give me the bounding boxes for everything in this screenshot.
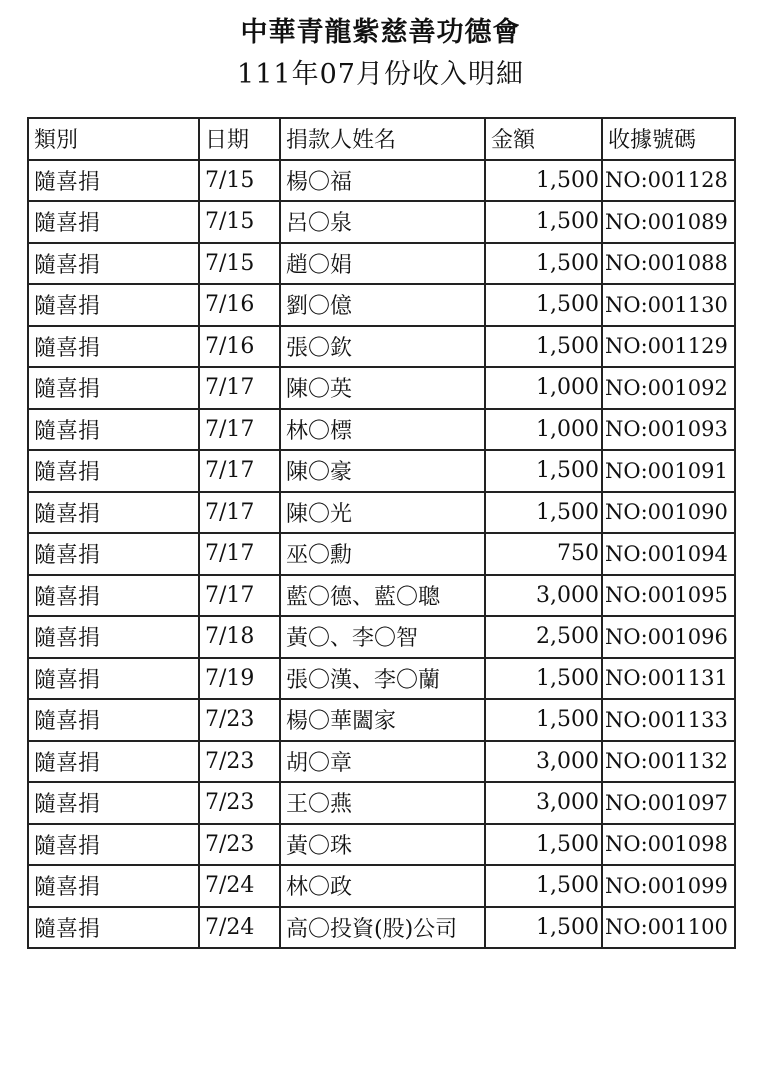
cell-receipt-number: NO:001093 xyxy=(602,409,735,451)
header-receipt-number: 收據號碼 xyxy=(602,118,735,160)
cell-date: 7/23 xyxy=(199,782,280,824)
cell-category: 隨喜捐 xyxy=(28,450,199,492)
cell-date: 7/23 xyxy=(199,824,280,866)
cell-receipt-number: NO:001092 xyxy=(602,367,735,409)
table-row xyxy=(28,243,735,285)
table-row xyxy=(28,409,735,451)
cell-category: 隨喜捐 xyxy=(28,533,199,575)
cell-receipt-number: NO:001097 xyxy=(602,782,735,824)
cell-date: 7/17 xyxy=(199,575,280,617)
cell-donor-name: 楊〇華闔家 xyxy=(280,699,485,741)
cell-category: 隨喜捐 xyxy=(28,367,199,409)
header-donor-name: 捐款人姓名 xyxy=(280,118,485,160)
cell-amount: 1,500 xyxy=(485,492,602,534)
cell-category: 隨喜捐 xyxy=(28,409,199,451)
cell-date: 7/15 xyxy=(199,160,280,202)
cell-donor-name: 張〇欽 xyxy=(280,326,485,368)
table-row xyxy=(28,658,735,700)
cell-receipt-number: NO:001090 xyxy=(602,492,735,534)
cell-donor-name: 林〇標 xyxy=(280,409,485,451)
cell-receipt-number: NO:001089 xyxy=(602,201,735,243)
cell-amount: 1,500 xyxy=(485,658,602,700)
cell-donor-name: 巫〇勳 xyxy=(280,533,485,575)
cell-amount: 1,500 xyxy=(485,865,602,907)
cell-receipt-number: NO:001091 xyxy=(602,450,735,492)
cell-date: 7/15 xyxy=(199,201,280,243)
cell-amount: 2,500 xyxy=(485,616,602,658)
cell-receipt-number: NO:001098 xyxy=(602,824,735,866)
cell-donor-name: 張〇漢、李〇蘭 xyxy=(280,658,485,700)
cell-date: 7/24 xyxy=(199,865,280,907)
table-row xyxy=(28,533,735,575)
cell-amount: 1,500 xyxy=(485,699,602,741)
cell-amount: 1,500 xyxy=(485,326,602,368)
table-row xyxy=(28,326,735,368)
table-row xyxy=(28,160,735,202)
cell-donor-name: 呂〇泉 xyxy=(280,201,485,243)
cell-date: 7/16 xyxy=(199,284,280,326)
cell-donor-name: 趙〇娟 xyxy=(280,243,485,285)
cell-amount: 1,500 xyxy=(485,450,602,492)
cell-receipt-number: NO:001130 xyxy=(602,284,735,326)
cell-donor-name: 高〇投資(股)公司 xyxy=(280,907,485,949)
cell-date: 7/23 xyxy=(199,741,280,783)
table-row xyxy=(28,450,735,492)
cell-amount: 750 xyxy=(485,533,602,575)
cell-amount: 3,000 xyxy=(485,782,602,824)
cell-donor-name: 黃〇、李〇智 xyxy=(280,616,485,658)
document-subtitle: 111年07月份收入明細 xyxy=(237,59,524,90)
cell-category: 隨喜捐 xyxy=(28,616,199,658)
income-table xyxy=(27,117,736,949)
cell-date: 7/24 xyxy=(199,907,280,949)
cell-date: 7/23 xyxy=(199,699,280,741)
document-header xyxy=(0,12,761,96)
cell-category: 隨喜捐 xyxy=(28,907,199,949)
cell-receipt-number: NO:001094 xyxy=(602,533,735,575)
cell-date: 7/17 xyxy=(199,367,280,409)
cell-category: 隨喜捐 xyxy=(28,326,199,368)
table-body xyxy=(28,160,735,949)
table-row xyxy=(28,824,735,866)
document-title: 中華青龍紫慈善功德會 xyxy=(240,17,521,48)
cell-amount: 1,000 xyxy=(485,409,602,451)
cell-category: 隨喜捐 xyxy=(28,824,199,866)
cell-date: 7/17 xyxy=(199,492,280,534)
cell-donor-name: 陳〇英 xyxy=(280,367,485,409)
cell-receipt-number: NO:001129 xyxy=(602,326,735,368)
cell-donor-name: 藍〇德、藍〇聰 xyxy=(280,575,485,617)
table-row xyxy=(28,782,735,824)
cell-receipt-number: NO:001128 xyxy=(602,160,735,202)
table-row xyxy=(28,699,735,741)
cell-amount: 3,000 xyxy=(485,741,602,783)
cell-category: 隨喜捐 xyxy=(28,243,199,285)
cell-category: 隨喜捐 xyxy=(28,492,199,534)
header-category: 類別 xyxy=(28,118,199,160)
cell-donor-name: 楊〇福 xyxy=(280,160,485,202)
cell-category: 隨喜捐 xyxy=(28,658,199,700)
cell-amount: 1,500 xyxy=(485,284,602,326)
table-row xyxy=(28,616,735,658)
cell-category: 隨喜捐 xyxy=(28,865,199,907)
header-amount: 金額 xyxy=(485,118,602,160)
cell-receipt-number: NO:001133 xyxy=(602,699,735,741)
cell-donor-name: 林〇政 xyxy=(280,865,485,907)
table-row xyxy=(28,284,735,326)
cell-receipt-number: NO:001099 xyxy=(602,865,735,907)
cell-amount: 1,500 xyxy=(485,201,602,243)
cell-date: 7/15 xyxy=(199,243,280,285)
table-row xyxy=(28,367,735,409)
cell-category: 隨喜捐 xyxy=(28,201,199,243)
cell-date: 7/17 xyxy=(199,450,280,492)
cell-receipt-number: NO:001096 xyxy=(602,616,735,658)
cell-donor-name: 黃〇珠 xyxy=(280,824,485,866)
cell-date: 7/19 xyxy=(199,658,280,700)
cell-category: 隨喜捐 xyxy=(28,284,199,326)
table-header-row xyxy=(28,118,735,160)
cell-date: 7/18 xyxy=(199,616,280,658)
cell-category: 隨喜捐 xyxy=(28,741,199,783)
cell-receipt-number: NO:001132 xyxy=(602,741,735,783)
cell-donor-name: 陳〇光 xyxy=(280,492,485,534)
cell-amount: 1,500 xyxy=(485,824,602,866)
table-row xyxy=(28,907,735,949)
table-row xyxy=(28,575,735,617)
cell-amount: 1,000 xyxy=(485,367,602,409)
cell-category: 隨喜捐 xyxy=(28,575,199,617)
cell-receipt-number: NO:001095 xyxy=(602,575,735,617)
cell-donor-name: 王〇燕 xyxy=(280,782,485,824)
cell-amount: 3,000 xyxy=(485,575,602,617)
cell-category: 隨喜捐 xyxy=(28,160,199,202)
table-row xyxy=(28,492,735,534)
cell-donor-name: 陳〇豪 xyxy=(280,450,485,492)
cell-category: 隨喜捐 xyxy=(28,699,199,741)
cell-category: 隨喜捐 xyxy=(28,782,199,824)
cell-date: 7/17 xyxy=(199,533,280,575)
cell-receipt-number: NO:001131 xyxy=(602,658,735,700)
cell-amount: 1,500 xyxy=(485,907,602,949)
cell-donor-name: 劉〇億 xyxy=(280,284,485,326)
cell-amount: 1,500 xyxy=(485,243,602,285)
cell-receipt-number: NO:001100 xyxy=(602,907,735,949)
cell-amount: 1,500 xyxy=(485,160,602,202)
cell-date: 7/17 xyxy=(199,409,280,451)
cell-date: 7/16 xyxy=(199,326,280,368)
table-row xyxy=(28,865,735,907)
cell-receipt-number: NO:001088 xyxy=(602,243,735,285)
table-row xyxy=(28,201,735,243)
table-row xyxy=(28,741,735,783)
cell-donor-name: 胡〇章 xyxy=(280,741,485,783)
header-date: 日期 xyxy=(199,118,280,160)
